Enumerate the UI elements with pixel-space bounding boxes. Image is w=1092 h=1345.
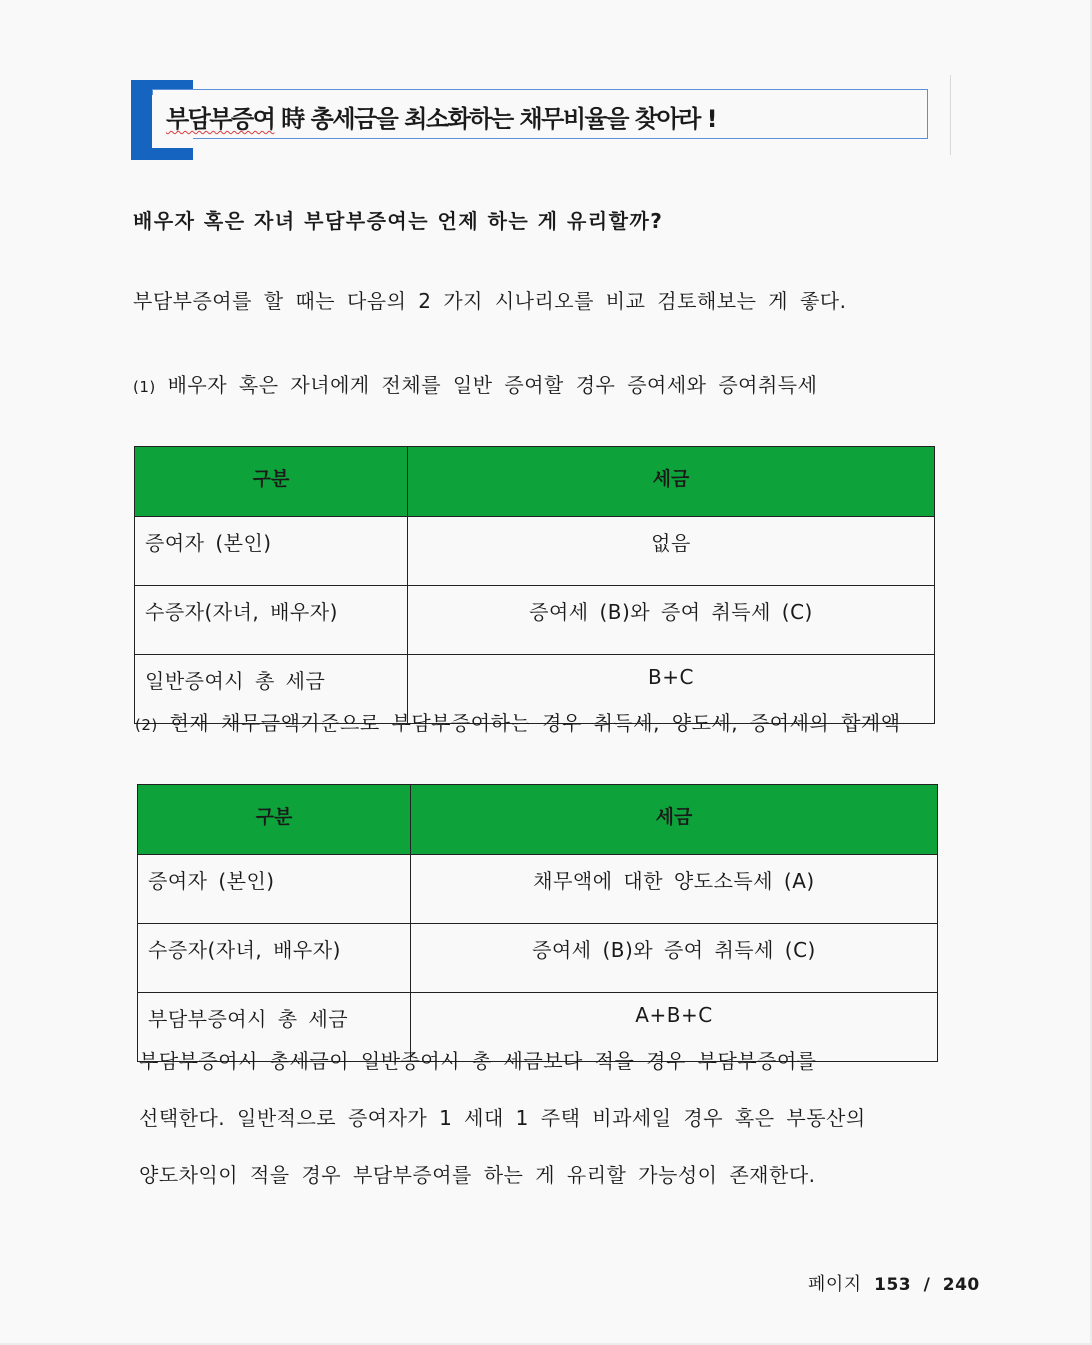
title-squiggled-word: 부담부증여: [166, 105, 275, 133]
page-separator: /: [923, 1275, 931, 1295]
total-pages: 240: [942, 1275, 980, 1295]
row-label: 증여자 (본인): [138, 855, 411, 924]
row-label: 수증자(자녀, 배우자): [135, 586, 408, 655]
scenario-1-text: 배우자 혹은 자녀에게 전체를 일반 증여할 경우 증여세와 증여취득세: [167, 373, 818, 397]
row-value: 채무액에 대한 양도소득세 (A): [411, 855, 938, 924]
scenario-2-caption: [135, 707, 901, 736]
row-value: 없음: [408, 517, 935, 586]
scenario-1-caption: [133, 369, 817, 398]
table-burdened-gift: [137, 784, 938, 1062]
row-label: 부담부증여시 총 세금: [138, 993, 411, 1062]
conclusion-line-3: 양도차익이 적을 경우 부담부증여를 하는 게 유리할 가능성이 존재한다.: [139, 1163, 816, 1187]
row-label: 증여자 (본인): [135, 517, 408, 586]
column-header-category: 구분: [138, 785, 411, 855]
table-header-row: [135, 447, 935, 517]
section-heading: 배우자 혹은 자녀 부담부증여는 언제 하는 게 유리할까?: [133, 209, 664, 233]
row-value: B+C: [408, 655, 935, 724]
column-header-tax: 세금: [408, 447, 935, 517]
conclusion-line-1: 부담부증여시 총세금이 일반증여시 총 세금보다 적을 경우 부담부증여를: [139, 1049, 817, 1073]
row-value: 증여세 (B)와 증여 취득세 (C): [411, 924, 938, 993]
conclusion-line-2: 선택한다. 일반적으로 증여자가 1 세대 1 주택 비과세일 경우 혹은 부동산의: [139, 1106, 866, 1130]
page-title: [166, 99, 716, 134]
intro-paragraph: 부담부증여를 할 때는 다음의 2 가지 시나리오를 비교 검토해보는 게 좋다.: [133, 289, 847, 313]
row-value: A+B+C: [411, 993, 938, 1062]
table-general-gift: [134, 446, 935, 724]
title-side-rule: [950, 75, 951, 155]
column-header-category: 구분: [135, 447, 408, 517]
scenario-2-number: (2): [135, 716, 158, 734]
row-label: 일반증여시 총 세금: [135, 655, 408, 724]
table-header-row: [138, 785, 938, 855]
row-label: 수증자(자녀, 배우자): [138, 924, 411, 993]
row-value: 증여세 (B)와 증여 취득세 (C): [408, 586, 935, 655]
scenario-1-number: (1): [133, 378, 156, 396]
column-header-tax: 세금: [411, 785, 938, 855]
table-row: [135, 586, 935, 655]
page-number: [808, 1270, 980, 1296]
title-rest: 時 총세금을 최소화하는 채무비율을 찾아라 !: [274, 105, 717, 133]
table-row: [138, 855, 938, 924]
page-label: 페이지: [808, 1274, 862, 1295]
current-page: 153: [874, 1275, 912, 1295]
table-row: [138, 924, 938, 993]
scenario-2-text: 현재 채무금액기준으로 부담부증여하는 경우 취득세, 양도세, 증여세의 합계액: [169, 711, 901, 735]
table-row: [135, 517, 935, 586]
